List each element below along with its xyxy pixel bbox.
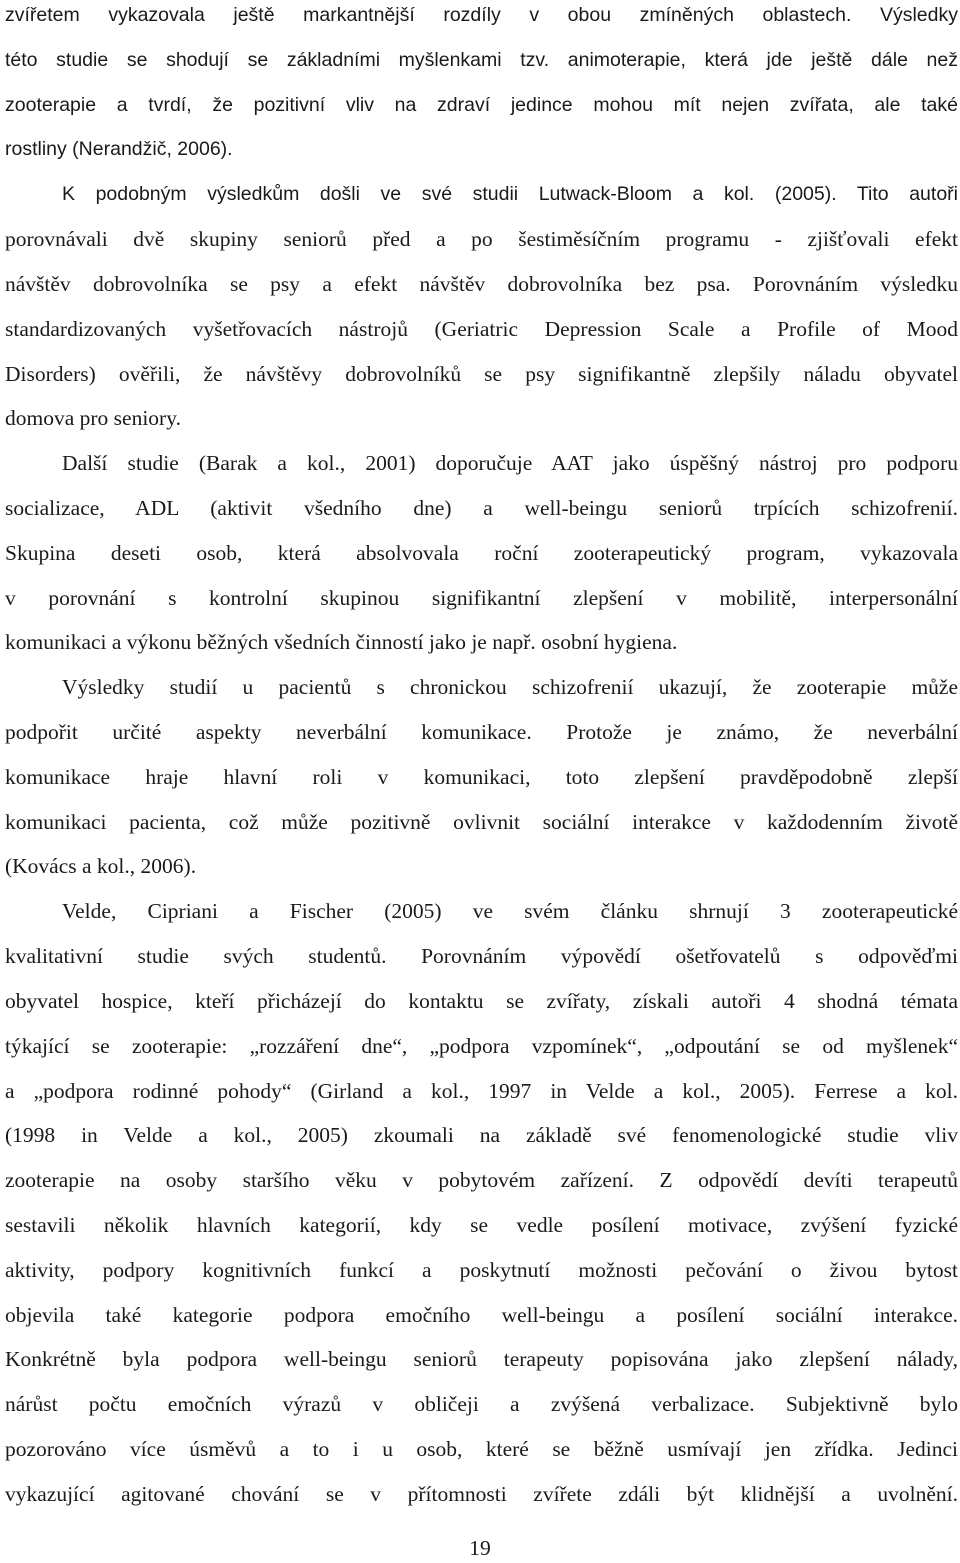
text-line: zooterapie a tvrdí, že pozitivní vliv na zdraví jedince mohou mít nejen zvířata, ale také xyxy=(5,94,958,116)
text-line: podpořit určité aspekty neverbální komunikace. Protože je známo, že neverbální xyxy=(5,720,958,744)
text-line: sestavili několik hlavních kategorií, kdy se vedle posílení motivace, zvýšení fyzické xyxy=(5,1213,958,1237)
text-line: zvířetem vykazovala ještě markantnější rozdíly v obou zmíněných oblastech. Výsledky xyxy=(5,4,958,26)
text-line: v porovnání s kontrolní skupinou signifikantní zlepšení v mobilitě, interpersonální xyxy=(5,586,958,610)
text-line: Skupina deseti osob, která absolvovala roční zooterapeutický program, vykazovala xyxy=(5,541,958,565)
text-line: porovnávali dvě skupiny seniorů před a po šestiměsíčním programu - zjišťovali efekt xyxy=(5,227,958,251)
text-line: komunikace hraje hlavní roli v komunikaci, toto zlepšení pravděpodobně zlepší xyxy=(5,765,958,789)
text-line: domova pro seniory. xyxy=(5,406,181,430)
text-line: kvalitativní studie svých studentů. Porovnáním výpovědí ošetřovatelů s odpověďmi xyxy=(5,944,958,968)
text-line: zooterapie na osoby staršího věku v pobytovém zařízení. Z odpovědí devíti terapeutů xyxy=(5,1168,958,1192)
text-line: standardizovaných vyšetřovacích nástrojů (Geriatric Depression Scale a Profile of Mood xyxy=(5,317,958,341)
text-line: komunikaci pacienta, což může pozitivně ovlivnit sociální interakce v každodenním životě xyxy=(5,810,958,834)
text-line: aktivity, podpory kognitivních funkcí a poskytnutí možnosti pečování o živou bytost xyxy=(5,1258,958,1282)
text-line: obyvatel hospice, kteří přicházejí do kontaktu se zvířaty, získali autoři 4 shodná témata xyxy=(5,989,958,1013)
text-line: (Kovács a kol., 2006). xyxy=(5,854,197,878)
text-line: objevila také kategorie podpora emočního well-beingu a posílení sociální interakce. xyxy=(5,1303,958,1327)
text-line: Velde, Cipriani a Fischer (2005) ve svém článku shrnují 3 zooterapeutické xyxy=(62,899,958,923)
text-line: rostliny (Nerandžič, 2006). xyxy=(5,138,233,160)
text-line: vykazující agitované chování se v přítomnosti zvířete zdáli být klidnější a uvolnění. xyxy=(5,1482,958,1506)
text-line: (1998 in Velde a kol., 2005) zkoumali na základě své fenomenologické studie vliv xyxy=(5,1123,958,1147)
text-line: K podobným výsledkům došli ve své studii Lutwack-Bloom a kol. (2005). Tito autoři xyxy=(62,183,958,205)
text-line: Výsledky studií u pacientů s chronickou schizofrenií ukazují, že zooterapie může xyxy=(62,675,958,699)
text-line: nárůst počtu emočních výrazů v obličeji a zvýšená verbalizace. Subjektivně bylo xyxy=(5,1392,958,1416)
text-line: týkající se zooterapie: „rozzáření dne“, „podpora vzpomínek“, „odpoutání se od myšlenek“ xyxy=(5,1034,958,1058)
page-number: 19 xyxy=(469,1536,491,1560)
text-line: Konkrétně byla podpora well-beingu seniorů terapeuty popisována jako zlepšení nálady, xyxy=(5,1347,958,1371)
text-line: pozorováno více úsměvů a to i u osob, které se běžně usmívají jen zřídka. Jedinci xyxy=(5,1437,958,1461)
text-line: Další studie (Barak a kol., 2001) doporučuje AAT jako úspěšný nástroj pro podporu xyxy=(62,451,958,475)
text-line: a „podpora rodinné pohody“ (Girland a kol., 1997 in Velde a kol., 2005). Ferrese a kol. xyxy=(5,1079,958,1103)
text-line: socializace, ADL (aktivit všedního dne) a well-beingu seniorů trpících schizofrenií. xyxy=(5,496,958,520)
text-line: komunikaci a výkonu běžných všedních činností jako je např. osobní hygiena. xyxy=(5,630,678,654)
text-line: návštěv dobrovolníka se psy a efekt návštěv dobrovolníka bez psa. Porovnáním výsledku xyxy=(5,272,958,296)
text-line: této studie se shodují se základními myšlenkami tzv. animoterapie, která jde ještě dále než xyxy=(5,49,958,71)
text-line: Disorders) ověřili, že návštěvy dobrovolníků se psy signifikantně zlepšily náladu obyvatel xyxy=(5,362,958,386)
